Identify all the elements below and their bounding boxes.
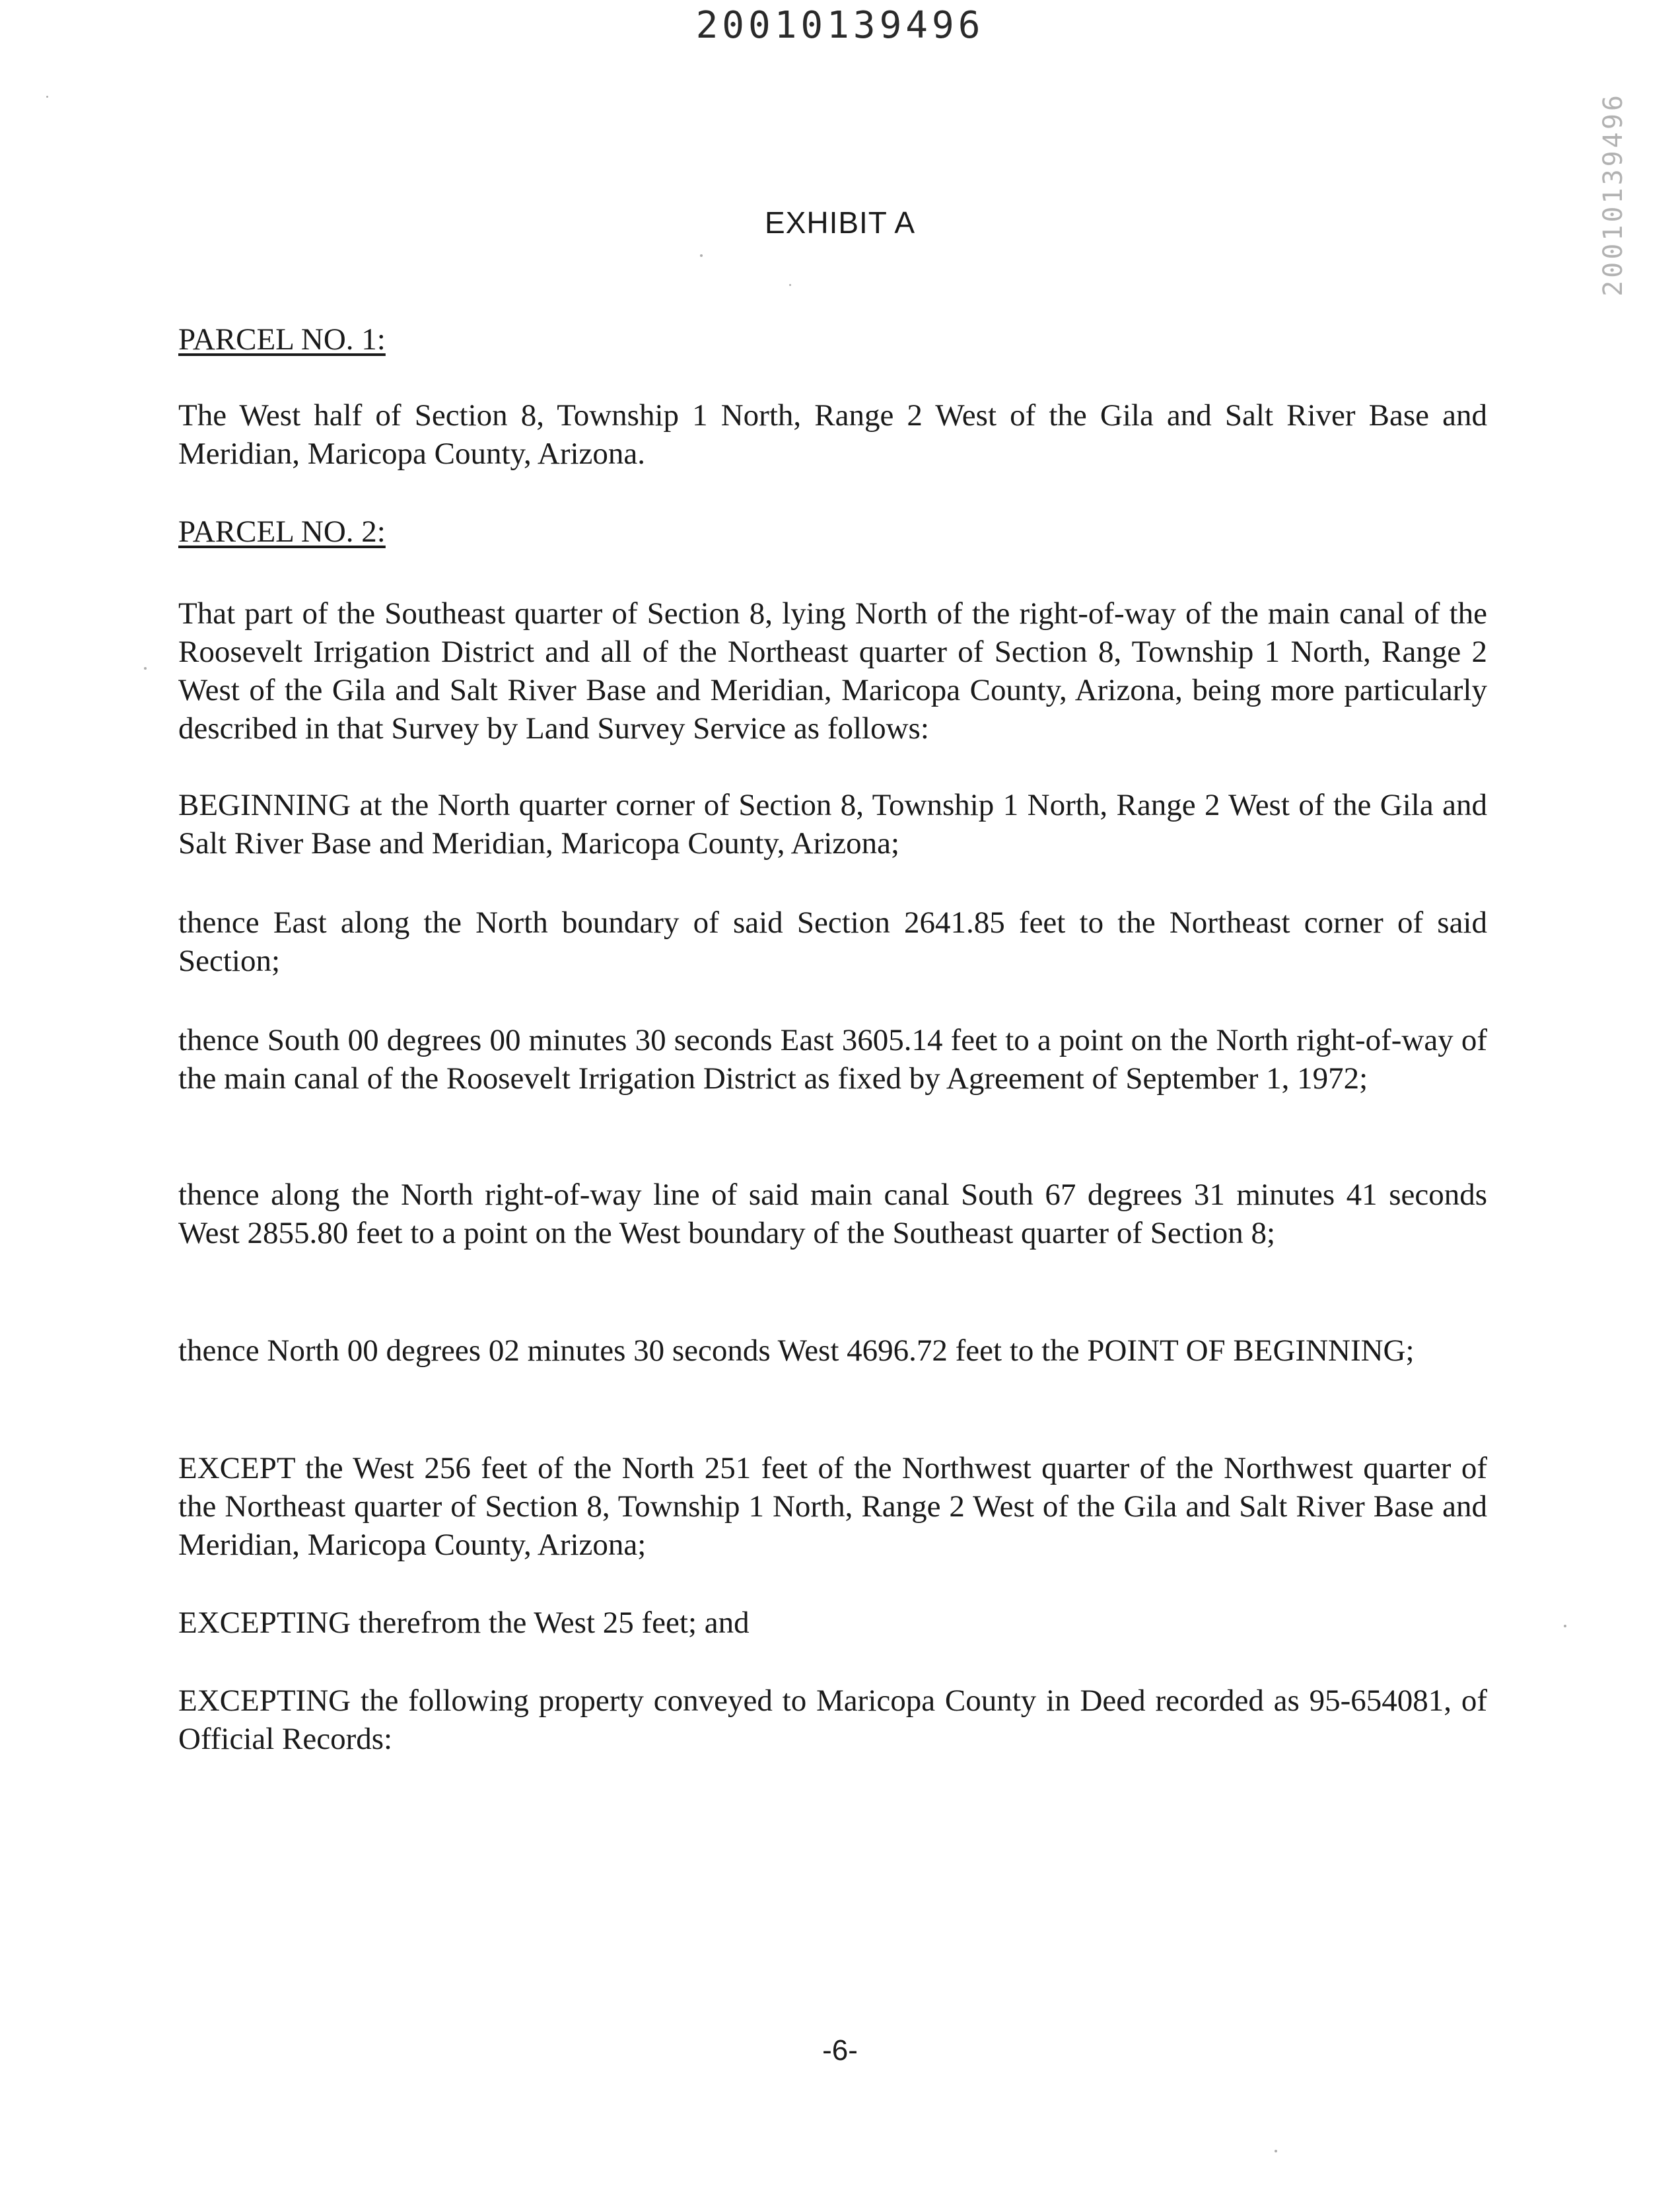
parcel-2-heading: PARCEL NO. 2:: [178, 514, 386, 549]
scan-speck: [144, 667, 147, 670]
exhibit-title: EXHIBIT A: [764, 205, 916, 240]
parcel-1-heading: PARCEL NO. 1:: [178, 322, 386, 357]
parcel-2-paragraph: EXCEPTING therefrom the West 25 feet; and: [178, 1606, 750, 1640]
scan-speck: [789, 284, 791, 286]
scan-speck: [1275, 2150, 1277, 2152]
page-number: -6-: [822, 2034, 858, 2067]
parcel-2-paragraph: thence along the North right-of-way line of said main canal South 67 degrees 31 minutes 41 seconds West 2855.80 feet to a point on the West boundary of the Southeast quarter of Section 8;: [178, 1178, 1487, 1250]
parcel-2-paragraph: thence North 00 degrees 02 minutes 30 seconds West 4696.72 feet to the POINT OF BEGINNING;: [178, 1333, 1415, 1368]
side-recording-stamp: 20010139496: [1598, 92, 1628, 297]
parcel-2-paragraph: That part of the Southeast quarter of Section 8, lying North of the right-of-way of the main canal of the Roosevelt Irrigation District and all of the Northeast quarter of Section 8, Township 1 North, Range 2 West of the Gila and Salt River Base and Meridian, Maricopa County, Arizona, being more particularly described in that Survey by Land Survey Service as follows:: [178, 596, 1487, 746]
parcel-2-paragraph: BEGINNING at the North quarter corner of Section 8, Township 1 North, Range 2 West of the Gila and Salt River Base and Meridian, Maricopa County, Arizona;: [178, 788, 1487, 861]
parcel-2-paragraph: EXCEPTING the following property conveyed to Maricopa County in Deed recorded as 95-654081, of Official Records:: [178, 1684, 1487, 1756]
recording-number: 20010139496: [695, 4, 985, 47]
parcel-2-paragraph: EXCEPT the West 256 feet of the North 251 feet of the Northwest quarter of the Northwest quarter of the Northeast quarter of Section 8, Township 1 North, Range 2 West of the Gila and Salt River Base and Meridian, Maricopa County, Arizona;: [178, 1451, 1487, 1562]
parcel-1-description: The West half of Section 8, Township 1 North, Range 2 West of the Gila and Salt River Base and Meridian, Maricopa County, Arizona.: [178, 398, 1487, 471]
scan-speck: [46, 96, 48, 98]
parcel-2-paragraph: thence South 00 degrees 00 minutes 30 seconds East 3605.14 feet to a point on the North right-of-way of the main canal of the Roosevelt Irrigation District as fixed by Agreement of September 1, 1972;: [178, 1023, 1487, 1096]
parcel-2-paragraph: thence East along the North boundary of said Section 2641.85 feet to the Northeast corner of said Section;: [178, 905, 1487, 978]
scan-speck: [1564, 1625, 1566, 1627]
scan-speck: [700, 254, 703, 257]
